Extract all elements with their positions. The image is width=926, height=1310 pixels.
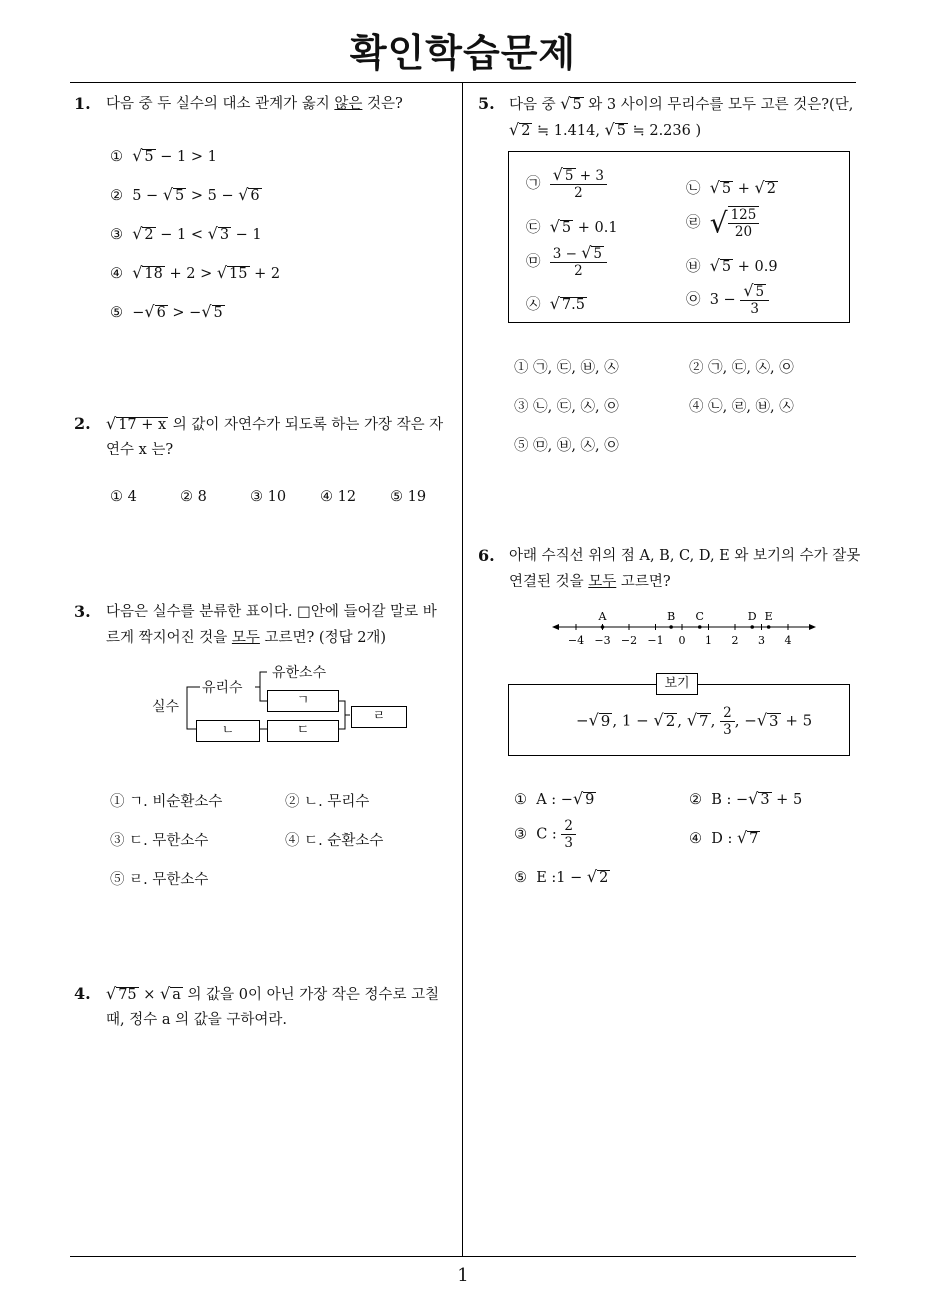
diagram-rational-label: 유리수 (202, 680, 243, 696)
q5-number: 5. (478, 94, 495, 113)
q5-option-2[interactable]: ② ㉠, ㉢, ㉦, ㉧ (689, 360, 794, 376)
q1-text (106, 92, 403, 116)
number-line (550, 604, 820, 650)
q3-option-5[interactable]: ⑤ ㄹ. 무한소수 (110, 872, 209, 888)
q2-number: 2. (74, 414, 91, 433)
number-line-tick-label: 3 (758, 634, 765, 647)
q3-option-1[interactable]: ① ㄱ. 비순환소수 (110, 794, 223, 810)
q3-text-line1: 다음은 실수를 분류한 표이다. □안에 들어갈 말로 바 (106, 604, 437, 620)
column-divider (462, 82, 463, 1256)
bogi-label: 보기 (656, 673, 698, 695)
diagram-box-n: ㄴ (196, 720, 260, 742)
diagram-box-d: ㄷ (267, 720, 339, 742)
q1-option-4[interactable]: ④ √ 18 + 2 > √ 15 + 2 (110, 263, 281, 282)
q5-item-e: ㉤ $\frac{3 - √ 5}{2}$ (526, 245, 607, 279)
number-line-point-label: C (695, 610, 704, 623)
q6-text-line2: 연결된 것을 모두 고르면? (509, 574, 671, 590)
q5-item-a: ㉠ $\frac{√ 5 + 3}{2}$ (526, 167, 607, 201)
page-number: 1 (457, 1265, 469, 1286)
q3-option-3[interactable]: ③ ㄷ. 무한소수 (110, 833, 209, 849)
number-line-point-D (750, 625, 754, 629)
q1-text-a: 다음 중 두 실수의 대소 관계가 옳지 (106, 96, 335, 112)
q5-item-f: ㉥ √ 5 + 0.9 (686, 256, 778, 275)
q6-number: 6. (478, 546, 495, 565)
page-title: 확인학습문제 (349, 31, 577, 75)
q6-option-2[interactable]: ② B : −√ 3 + 5 (689, 789, 803, 808)
q4-number: 4. (74, 984, 91, 1003)
q3-number: 3. (74, 602, 91, 621)
q5-option-1[interactable]: ① ㉠, ㉢, ㉥, ㉦ (514, 360, 619, 376)
top-rule (70, 82, 856, 83)
q5-item-g: ㉦ √ 7.5 (526, 294, 585, 313)
q1-number: 1. (74, 94, 91, 113)
number-line-arrow-left (552, 624, 559, 630)
option-marker: ⑤ (110, 305, 123, 321)
diagram-real-label: 실수 (152, 699, 180, 715)
option-marker: ① (110, 149, 123, 165)
q3-option-2[interactable]: ② ㄴ. 무리수 (285, 794, 370, 810)
q5-item-b: ㉡ √ 5 + √ 2 (686, 178, 776, 197)
q3-option-4[interactable]: ④ ㄷ. 순환소수 (285, 833, 384, 849)
q6-option-3[interactable]: ③ C : $\frac{2}{3}$ (514, 818, 576, 851)
number-line-tick-label: 0 (678, 634, 686, 647)
number-line-point-A (601, 625, 605, 629)
option-marker: ② (110, 188, 123, 204)
q2-option-4[interactable]: ④ 12 (320, 489, 357, 505)
number-line-point-E (767, 625, 771, 629)
q5-item-h: ㉧ 3 − $\frac{√ 5}{3}$ (686, 283, 769, 317)
q4-text-line1: √ 75 × √ a 의 값을 0이 아닌 가장 작은 정수로 고칠 (106, 984, 440, 1003)
q1-option-5[interactable]: ⑤ −√ 6 > −√ 5 (110, 302, 223, 321)
q1-text-underlined: 않은 (334, 96, 363, 112)
q2-option-5[interactable]: ⑤ 19 (390, 489, 427, 505)
number-line-point-label: E (764, 610, 773, 623)
q4-text-line2: 때, 정수 a 의 값을 구하여라. (106, 1012, 287, 1028)
q6-text-line1: 아래 수직선 위의 점 A, B, C, D, E 와 보기의 수가 잘못 (509, 548, 861, 564)
number-line-tick-label: 4 (784, 634, 792, 647)
q2-text-line2: 연수 x 는? (106, 442, 174, 458)
number-line-point-B (669, 625, 673, 629)
number-line-tick-label: 1 (705, 634, 712, 647)
q6-option-1[interactable]: ① A : −√ 9 (514, 789, 595, 808)
option-marker: ④ (110, 266, 123, 282)
q2-option-3[interactable]: ③ 10 (250, 489, 287, 505)
number-line-point-label: D (747, 610, 757, 623)
bogi-content: −√ 9 , 1 − √ 2 , √ 7 , $\frac{2}{3}$ , −√ 3 + 5 (576, 705, 813, 738)
q3-text-line2: 르게 짝지어진 것을 모두 고르면? (정답 2개) (106, 630, 387, 646)
q5-text-line2: √ 2 ≒ 1.414, √ 5 ≒ 2.236 ) (509, 120, 702, 139)
q5-option-3[interactable]: ③ ㉡, ㉢, ㉦, ㉧ (514, 399, 619, 415)
diagram-box-r: ㄹ (351, 706, 407, 728)
number-line-point-label: A (598, 610, 607, 623)
number-line-point-C (698, 625, 702, 629)
q5-text-line1: 다음 중 √ 5 와 3 사이의 무리수를 모두 고른 것은?(단, (509, 94, 854, 113)
number-line-tick-label: 2 (731, 634, 739, 647)
q5-item-d: ㉣ √ $\frac{125}{20}$ (686, 206, 759, 240)
q2-text-line1: √ 17 + x 의 값이 자연수가 되도록 하는 가장 작은 자 (106, 414, 444, 433)
q1-text-b: 것은? (362, 96, 403, 112)
q1-option-2[interactable]: ② 5 − √ 5 > 5 − √ 6 (110, 185, 260, 204)
q1-option-1[interactable]: ① √ 5 − 1 > 1 (110, 146, 217, 165)
number-line-arrow-right (809, 624, 816, 630)
q2-option-1[interactable]: ① 4 (110, 489, 137, 505)
q6-option-5[interactable]: ⑤ E :1 − √ 2 (514, 867, 609, 886)
q1-option-3[interactable]: ③ √ 2 − 1 < √ 3 − 1 (110, 224, 262, 243)
q2-option-2[interactable]: ② 8 (180, 489, 207, 505)
number-line-point-label: B (667, 610, 676, 623)
q5-option-4[interactable]: ④ ㉡, ㉣, ㉥, ㉦ (689, 399, 794, 415)
q6-option-4[interactable]: ④ D : √ 7 (689, 828, 759, 847)
option-marker: ③ (110, 227, 123, 243)
number-line-tick-label: −4 (567, 634, 585, 647)
number-line-tick-label: −1 (647, 634, 664, 647)
bottom-rule (70, 1256, 856, 1257)
q5-item-c: ㉢ √ 5 + 0.1 (526, 217, 618, 236)
diagram-finite-label: 유한소수 (272, 665, 327, 681)
number-line-tick-label: −2 (620, 634, 638, 647)
q5-option-5[interactable]: ⑤ ㉤, ㉥, ㉦, ㉧ (514, 438, 619, 454)
number-line-tick-label: −3 (594, 634, 611, 647)
diagram-box-g: ㄱ (267, 690, 339, 712)
